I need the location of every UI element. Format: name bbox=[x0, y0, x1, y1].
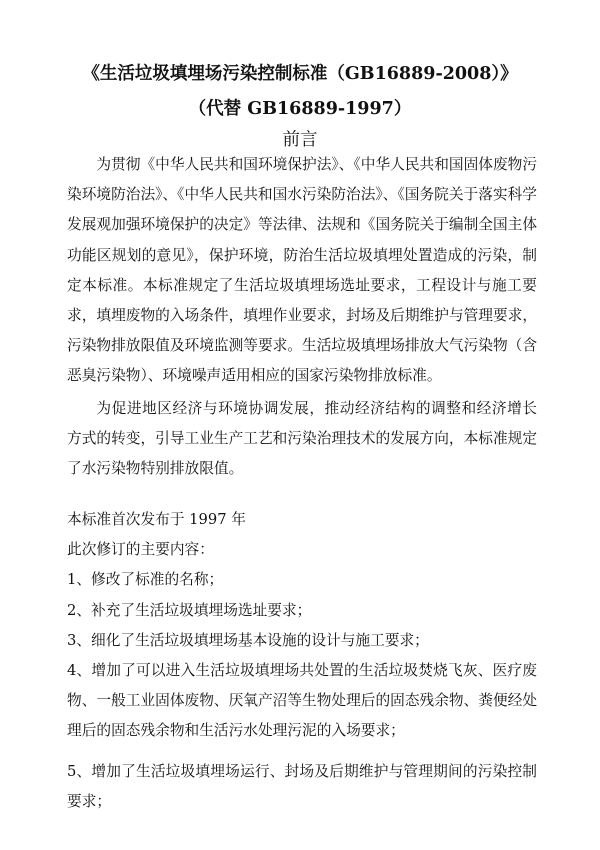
revision-item: 3、细化了生活垃圾填埋场基本设施的设计与施工要求； bbox=[67, 632, 429, 649]
revision-item: 5、增加了生活垃圾填埋场运行、封场及后期维护与管理期间的污染控制要求； bbox=[67, 763, 537, 811]
preface-paragraph: 为贯彻《中华人民共和国环境保护法》、《中华人民共和国固体废物污染环境防治法》、《中华人民共和国水污染防治法》、《国务院关于落实科学发展观加强环境保护的决定》等法律、法规和《国务院关于编制全国主体功能区规划的意见》，保护环境，防治生活垃圾填埋处置造成的污染，制定本标准。本标准规定了生活垃圾填埋场选址要求，工程设计与施工要求，填埋废物的入场条件，填埋作业要求，封场及后期维护与管理要求，污染物排放限值及环境监测等要求。生活垃圾填埋场排放大气污染物（含恶臭污染物）、环境噪声适用相应的国家污染物排放标准。 bbox=[67, 156, 538, 385]
section-heading: 前言 bbox=[282, 130, 318, 150]
revision-item: 1、修改了标准的名称； bbox=[67, 571, 224, 588]
revision-item: 4、增加了可以进入生活垃圾填埋场共处置的生活垃圾焚烧飞灰、医疗废物、一般工业固体废物、厌氧产沼等生物处理后的固态残余物、粪便经处理后的固态残余物和生活污水处理污泥的入场要求； bbox=[67, 662, 538, 740]
document-subtitle: （代替 GB16889-1997） bbox=[188, 99, 412, 119]
first-release-line: 本标准首次发布于 1997 年 bbox=[67, 511, 246, 528]
revision-item: 2、补充了生活垃圾填埋场选址要求； bbox=[67, 602, 312, 619]
revision-intro-line: 此次修订的主要内容： bbox=[67, 541, 214, 558]
preface-paragraph: 为促进地区经济与环境协调发展，推动经济结构的调整和经济增长方式的转变，引导工业生产工艺和污染治理技术的发展方向，本标准规定了水污染物特别排放限值。 bbox=[67, 400, 538, 478]
document-title: 《生活垃圾填埋场污染控制标准（GB16889-2008）》 bbox=[82, 64, 518, 84]
